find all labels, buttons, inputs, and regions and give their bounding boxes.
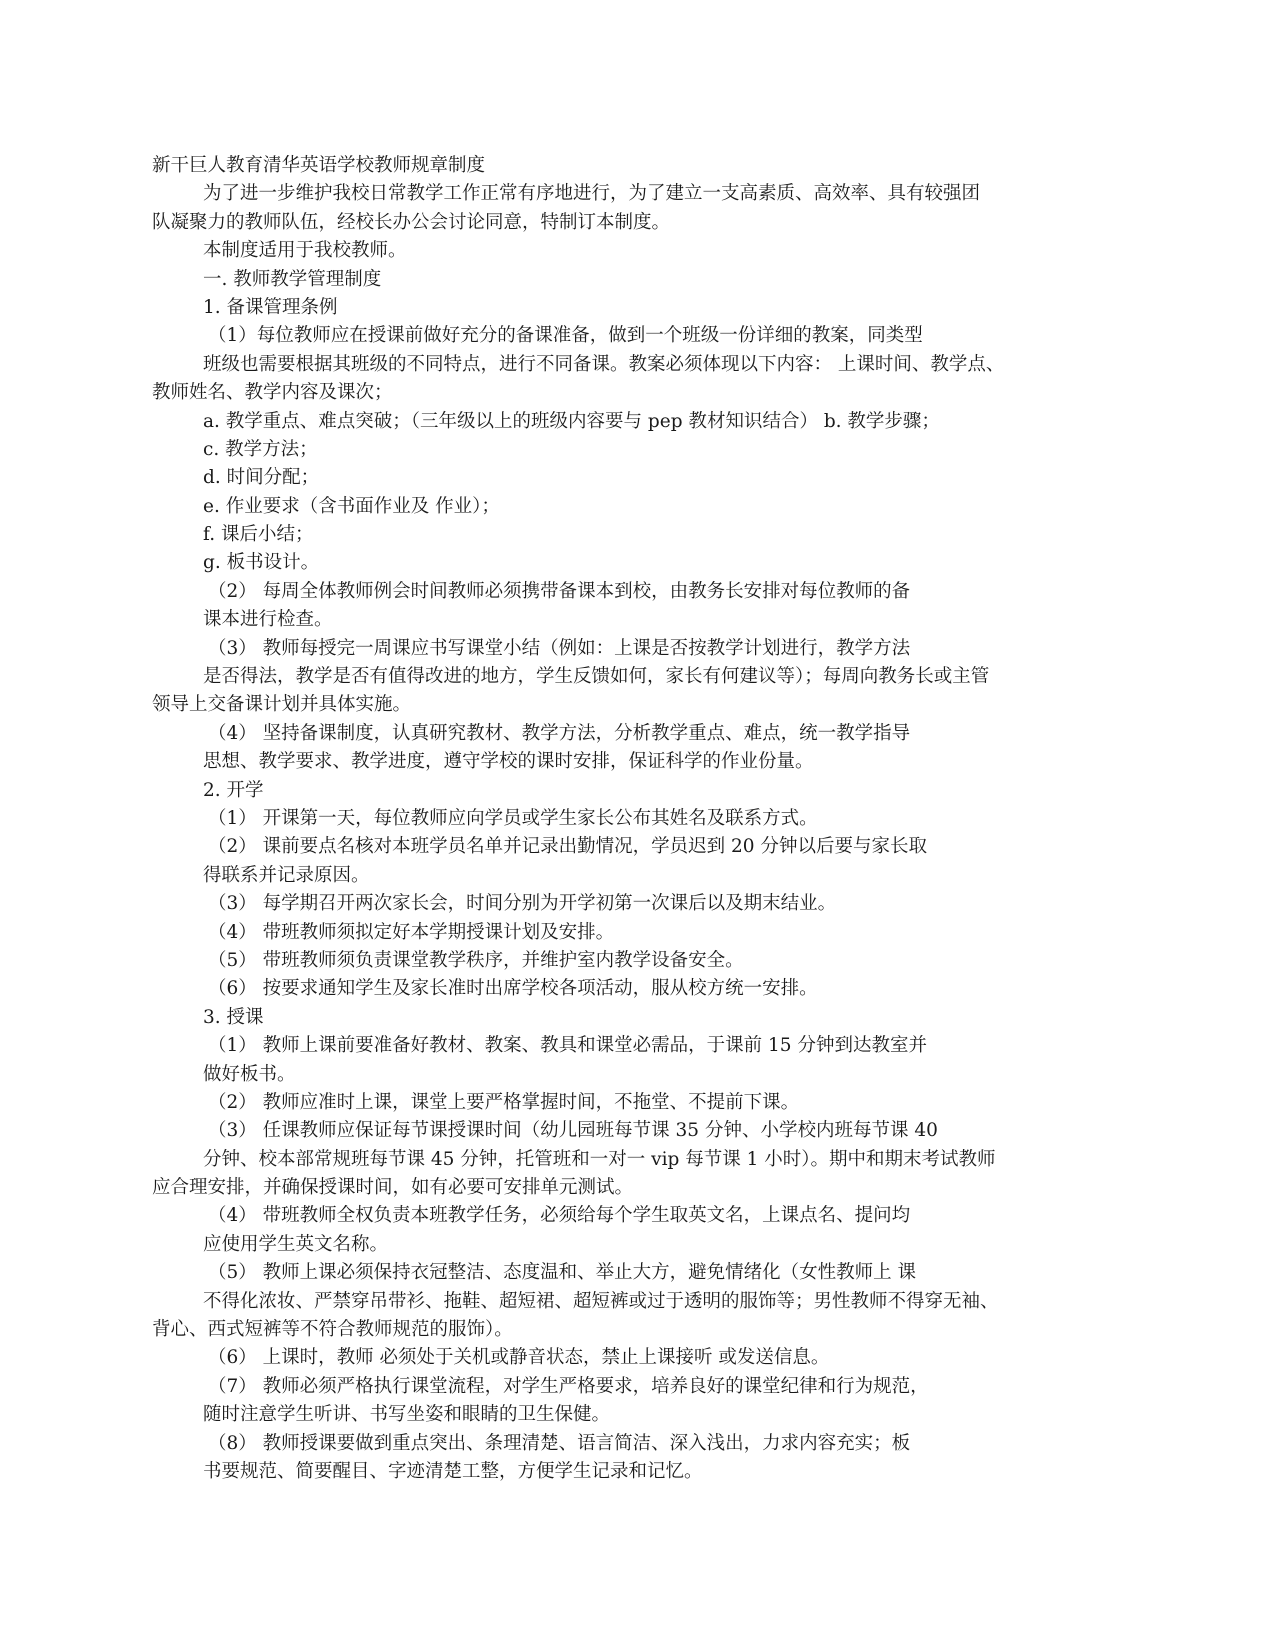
text-line: （4） 坚持备课制度，认真研究教材、教学方法，分析教学重点、难点，统一教学指导 [208, 722, 911, 744]
text-line: （2） 每周全体教师例会时间教师必须携带备课本到校，由教务长安排对每位教师的备 [208, 580, 911, 602]
document-body [152, 180, 1132, 1486]
text-line: 本制度适用于我校教师。 [203, 240, 407, 262]
text-line: 做好板书。 [203, 1063, 296, 1085]
text-line: 队凝聚力的教师队伍，经校长办公会讨论同意，特制订本制度。 [152, 211, 671, 233]
text-line: 思想、教学要求、教学进度，遵守学校的课时安排，保证科学的作业份量。 [203, 751, 814, 773]
text-line: 是否得法，教学是否有值得改进的地方，学生反馈如何，家长有何建议等）；每周向教务长或主管 [203, 666, 990, 688]
text-line: c. 教学方法； [203, 438, 318, 460]
text-line: （4） 带班教师全权负责本班教学任务，必须给每个学生取英文名，上课点名、提问均 [208, 1205, 911, 1227]
document-title: 新干巨人教育清华英语学校教师规章制度 [152, 155, 486, 176]
document-page [152, 152, 1132, 1486]
text-line: g. 板书设计。 [203, 552, 320, 574]
text-line: 班级也需要根据其班级的不同特点，进行不同备课。教案必须体现以下内容： 上课时间、教学点、 [203, 353, 1005, 375]
text-line: （2） 课前要点名核对本班学员名单并记录出勤情况，学员迟到 20 分钟以后要与家长取 [208, 836, 927, 858]
text-line: 课本进行检查。 [203, 609, 333, 631]
text-line: 1. 备课管理条例 [203, 296, 338, 318]
text-line: 书要规范、简要醒目、字迹清楚工整，方便学生记录和记忆。 [203, 1460, 703, 1482]
text-line: （3） 每学期召开两次家长会，时间分别为开学初第一次课后以及期末结业。 [208, 893, 837, 915]
text-line: （1）每位教师应在授课前做好充分的备课准备，做到一个班级一份详细的教案，同类型 [208, 325, 923, 347]
text-line: 应使用学生英文名称。 [203, 1233, 389, 1255]
text-line: （5） 带班教师须负责课堂教学秩序，并维护室内教学设备安全。 [208, 949, 744, 971]
text-line: f. 课后小结； [203, 524, 314, 546]
text-line: 随时注意学生听讲、书写坐姿和眼睛的卫生保健。 [203, 1404, 611, 1426]
text-line: （7） 教师必须严格执行课堂流程，对学生严格要求，培养良好的课堂纪律和行为规范， [208, 1375, 929, 1397]
text-line: （4） 带班教师须拟定好本学期授课计划及安排。 [208, 921, 615, 943]
text-line: d. 时间分配； [203, 467, 320, 489]
text-line: （3） 任课教师应保证每节课授课时间（幼儿园班每节课 35 分钟、小学校内班每节课 40 [208, 1120, 938, 1142]
text-line: 领导上交备课计划并具体实施。 [152, 694, 412, 716]
text-line: a. 教学重点、难点突破；（三年级以上的班级内容要与 pep 教材知识结合） b. 教学步骤； [203, 410, 940, 432]
text-line: 教师姓名、教学内容及课次； [152, 382, 393, 404]
text-line: （6） 上课时，教师 必须处于关机或静音状态，禁止上课接听 或发送信息。 [208, 1347, 830, 1369]
text-line: （5） 教师上课必须保持衣冠整洁、态度温和、举止大方，避免情绪化（女性教师上 课 [208, 1262, 917, 1284]
text-line: e. 作业要求（含书面作业及 作业）； [203, 495, 500, 517]
text-line: 得联系并记录原因。 [203, 864, 370, 886]
text-line: 3. 授课 [203, 1006, 264, 1028]
text-line: （1） 开课第一天，每位教师应向学员或学生家长公布其姓名及联系方式。 [208, 807, 818, 829]
text-line: （1） 教师上课前要准备好教材、教案、教具和课堂必需品，于课前 15 分钟到达教室并 [208, 1035, 927, 1057]
text-line: 背心、西式短裤等不符合教师规范的服饰）。 [152, 1319, 513, 1341]
text-line: （6） 按要求通知学生及家长准时出席学校各项活动，服从校方统一安排。 [208, 978, 818, 1000]
text-line: 2. 开学 [203, 779, 264, 801]
text-line: 一. 教师教学管理制度 [203, 268, 382, 290]
text-line: （3） 教师每授完一周课应书写课堂小结（例如：上课是否按教学计划进行，教学方法 [208, 637, 911, 659]
text-line: 应合理安排，并确保授课时间，如有必要可安排单元测试。 [152, 1177, 634, 1199]
text-line: （8） 教师授课要做到重点突出、条理清楚、语言简洁、深入浅出，力求内容充实；板 [208, 1432, 911, 1454]
text-line: 分钟、校本部常规班每节课 45 分钟，托管班和一对一 vip 每节课 1 小时）。期中和期末考试教师 [203, 1148, 996, 1170]
text-line: （2） 教师应准时上课，课堂上要严格掌握时间，不拖堂、不提前下课。 [208, 1091, 800, 1113]
text-line: 不得化浓妆、严禁穿吊带衫、拖鞋、超短裙、超短裤或过于透明的服饰等；男性教师不得穿无袖、 [203, 1290, 999, 1312]
text-line: 为了进一步维护我校日常教学工作正常有序地进行，为了建立一支高素质、高效率、具有较强团 [203, 183, 981, 205]
